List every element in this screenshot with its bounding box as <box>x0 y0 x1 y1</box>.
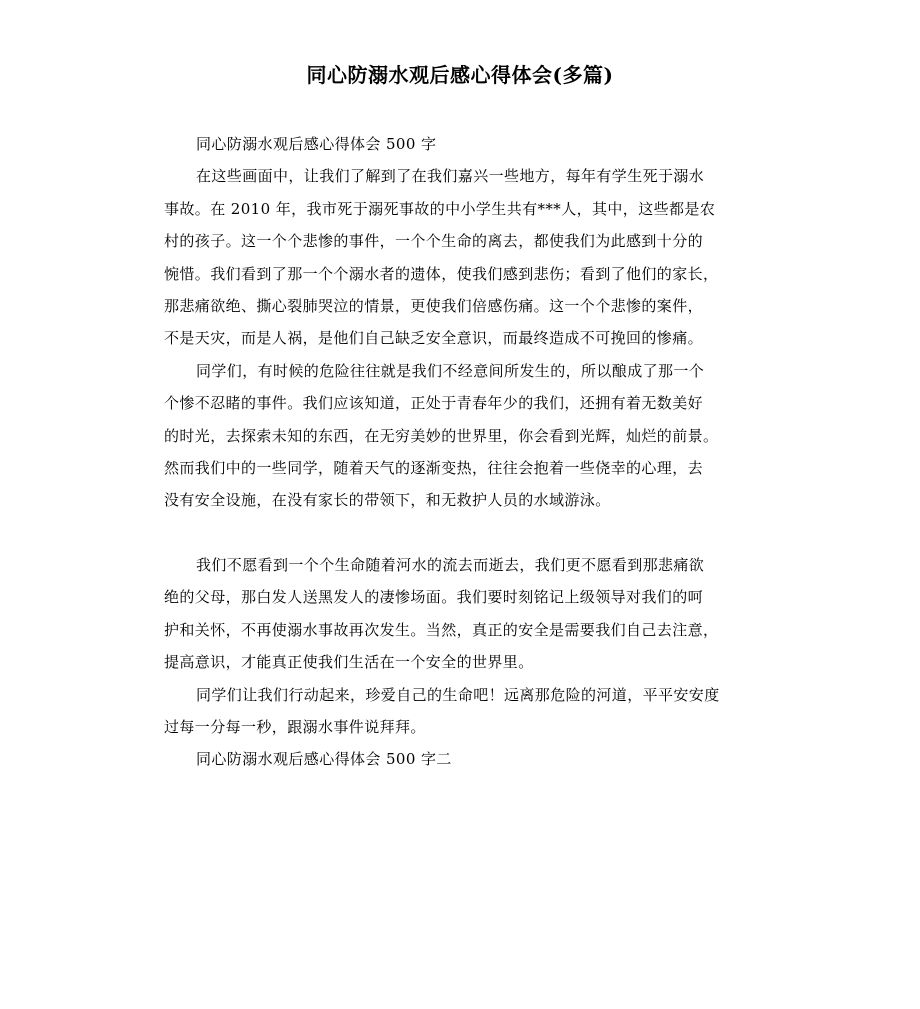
text-line: 惋惜。我们看到了那一个个溺水者的遗体，使我们感到悲伤；看到了他们的家长， <box>164 264 719 283</box>
text-line: 同心防溺水观后感心得体会 500 字 <box>196 135 437 153</box>
text-line: 同学们，有时候的危险往往就是我们不经意间所发生的，所以酿成了那一个 <box>196 361 705 380</box>
text-line: 过每一分每一秒，跟溺水事件说拜拜。 <box>164 718 426 737</box>
text-line: 那悲痛欲绝、撕心裂肺哭泣的情景，更使我们倍感伤痛。这一个个悲惨的案件， <box>164 296 704 315</box>
text-line: 我们不愿看到一个个生命随着河水的流去而逝去，我们更不愿看到那悲痛欲 <box>196 556 705 575</box>
text-line: 事故。在 2010 年，我市死于溺死事故的中小学生共有***人，其中，这些都是农 <box>164 199 716 218</box>
text-line: 个惨不忍睹的事件。我们应该知道，正处于青春年少的我们，还拥有着无数美好 <box>164 394 704 413</box>
blank-line <box>164 517 760 549</box>
text-line: 护和关怀，不再使溺水事故再次发生。当然，真正的安全是需要我们自己去注意， <box>164 620 719 639</box>
text-line: 提高意识，才能真正使我们生活在一个安全的世界里。 <box>164 653 534 672</box>
document-body <box>164 128 760 776</box>
text-line: 没有安全设施，在没有家长的带领下，和无救护人员的水域游泳。 <box>164 491 611 510</box>
text-line: 绝的父母，那白发人送黑发人的凄惨场面。我们要时刻铭记上级领导对我们的呵 <box>164 588 704 607</box>
text-line: 然而我们中的一些同学，随着天气的逐渐变热，往往会抱着一些侥幸的心理，去 <box>164 458 704 477</box>
text-line: 的时光，去探索未知的东西，在无穷美妙的世界里，你会看到光辉，灿烂的前景。 <box>164 426 719 445</box>
text-line: 同学们让我们行动起来，珍爱自己的生命吧！远离那危险的河道，平平安安度 <box>196 685 720 704</box>
document-title: 同心防溺水观后感心得体会(多篇) <box>306 63 614 87</box>
text-line: 在这些画面中，让我们了解到了在我们嘉兴一些地方，每年有学生死于溺水 <box>196 167 705 186</box>
text-line: 不是天灾，而是人祸，是他们自己缺乏安全意识，而最终造成不可挽回的惨痛。 <box>164 329 704 348</box>
text-line: 村的孩子。这一个个悲惨的事件，一个个生命的离去，都使我们为此感到十分的 <box>164 232 704 251</box>
text-line: 同心防溺水观后感心得体会 500 字二 <box>196 750 452 769</box>
